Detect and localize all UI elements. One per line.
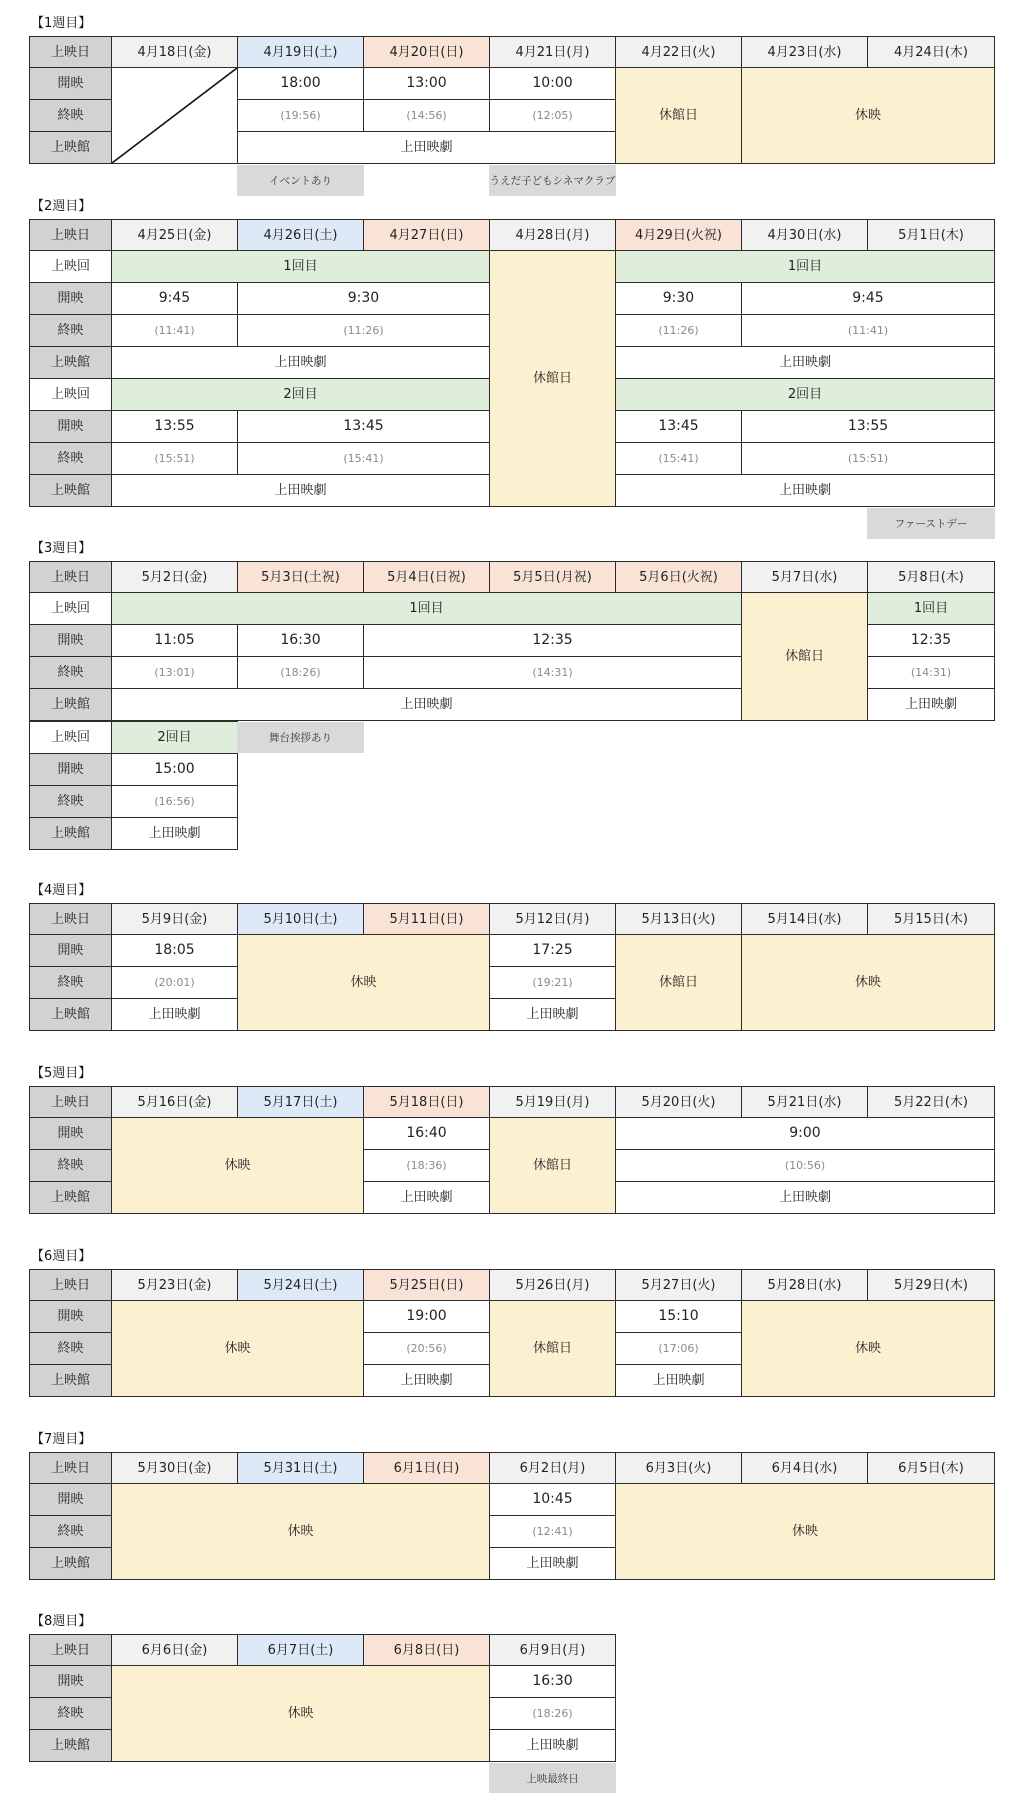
venue-cell: 上田映劇 [111,817,238,850]
label-start: 開映 [29,1117,112,1150]
end-time: (11:26) [237,314,490,347]
date-header: 5月22日(木) [867,1086,995,1118]
label-end: 終映 [29,1697,112,1730]
date-header: 5月4日(日祝) [363,561,490,593]
date-header: 4月21日(月) [489,36,616,68]
label-venue: 上映館 [29,817,112,850]
label-session: 上映回 [29,378,112,411]
label-date: 上映日 [29,1634,112,1666]
date-header: 5月26日(月) [489,1269,616,1301]
session-2-row: 2回目 [111,378,490,411]
end-time: (11:41) [111,314,238,347]
session-2-row: 2回目 [615,378,995,411]
week4-title: 【4週目】 [31,883,92,898]
label-session: 上映回 [29,250,112,283]
end-time: (15:41) [615,442,742,475]
venue-cell: 上田映劇 [111,474,490,507]
date-header: 4月24日(木) [867,36,995,68]
end-time: (11:41) [741,314,995,347]
label-end: 終映 [29,1332,112,1365]
label-end: 終映 [29,314,112,347]
venue-cell: 上田映劇 [489,998,616,1031]
start-time: 9:30 [237,282,490,315]
label-date: 上映日 [29,219,112,251]
start-time: 13:55 [741,410,995,443]
start-time: 18:05 [111,934,238,967]
venue-cell: 上田映劇 [363,1181,490,1214]
date-header: 5月5日(月祝) [489,561,616,593]
label-date: 上映日 [29,1269,112,1301]
date-header: 4月20日(日) [363,36,490,68]
date-header: 4月18日(金) [111,36,238,68]
date-header: 5月20日(火) [615,1086,742,1118]
date-header: 5月10日(土) [237,903,364,935]
start-time: 15:00 [111,753,238,786]
week6-title: 【6週目】 [31,1249,92,1264]
date-header: 6月9日(月) [489,1634,616,1666]
date-header: 6月8日(日) [363,1634,490,1666]
label-venue: 上映館 [29,131,112,164]
date-header: 5月30日(金) [111,1452,238,1484]
start-time: 13:55 [111,410,238,443]
start-time: 9:45 [111,282,238,315]
date-header: 5月27日(火) [615,1269,742,1301]
label-venue: 上映館 [29,1181,112,1214]
date-header: 5月29日(木) [867,1269,995,1301]
closed-cell: 休館日 [489,250,616,507]
date-header: 4月28日(月) [489,219,616,251]
end-time: (12:05) [489,99,616,132]
closed-cell: 休館日 [489,1300,616,1397]
date-header: 5月7日(水) [741,561,868,593]
start-time: 12:35 [867,624,995,657]
week1-title: 【1週目】 [31,16,92,31]
label-date: 上映日 [29,561,112,593]
start-time: 13:45 [237,410,490,443]
week7-title: 【7週目】 [31,1432,92,1447]
date-header: 5月12日(月) [489,903,616,935]
no-screening-cell: 休映 [111,1117,364,1214]
session-1-row: 1回目 [615,250,995,283]
date-header: 4月30日(水) [741,219,868,251]
venue-cell: 上田映劇 [615,1364,742,1397]
label-date: 上映日 [29,903,112,935]
end-time: (19:56) [237,99,364,132]
diagonal-slash [112,68,237,163]
label-start: 開映 [29,753,112,786]
start-time: 13:45 [615,410,742,443]
label-venue: 上映館 [29,688,112,721]
end-time: (18:36) [363,1149,490,1182]
start-time: 10:45 [489,1483,616,1516]
date-header: 5月6日(火祝) [615,561,742,593]
date-header: 5月14日(水) [741,903,868,935]
label-venue: 上映館 [29,474,112,507]
venue-cell: 上田映劇 [363,1364,490,1397]
venue-cell: 上田映劇 [489,1729,616,1762]
end-time: (18:26) [489,1697,616,1730]
end-time: (19:21) [489,966,616,999]
date-header: 6月5日(木) [867,1452,995,1484]
date-header: 4月19日(土) [237,36,364,68]
label-start: 開映 [29,1483,112,1516]
start-time: 18:00 [237,67,364,100]
label-end: 終映 [29,1515,112,1548]
date-header: 5月28日(水) [741,1269,868,1301]
label-start: 開映 [29,67,112,100]
closed-cell: 休館日 [615,934,742,1031]
note-final-day: 上映最終日 [489,1763,616,1793]
end-time: (18:26) [237,656,364,689]
no-screening-cell: 休映 [111,1665,490,1762]
no-screening-cell: 休映 [741,67,995,164]
label-end: 終映 [29,1149,112,1182]
start-time: 15:10 [615,1300,742,1333]
date-header: 4月27日(日) [363,219,490,251]
start-time: 17:25 [489,934,616,967]
end-time: (14:56) [363,99,490,132]
end-time: (11:26) [615,314,742,347]
date-header: 5月21日(水) [741,1086,868,1118]
venue-cell: 上田映劇 [111,688,742,721]
note-stage-greeting: 舞台挨拶あり [237,722,364,753]
no-screening-cell: 休映 [615,1483,995,1580]
label-end: 終映 [29,442,112,475]
label-start: 開映 [29,934,112,967]
venue-cell: 上田映劇 [615,1181,995,1214]
end-time: (14:31) [867,656,995,689]
end-time: (12:41) [489,1515,616,1548]
empty-cell [111,67,238,164]
date-header: 5月19日(月) [489,1086,616,1118]
label-venue: 上映館 [29,1364,112,1397]
session-1-row: 1回目 [867,592,995,625]
date-header: 4月26日(土) [237,219,364,251]
end-time: (10:56) [615,1149,995,1182]
date-header: 6月4日(水) [741,1452,868,1484]
date-header: 6月7日(土) [237,1634,364,1666]
no-screening-cell: 休映 [237,934,490,1031]
label-end: 終映 [29,656,112,689]
venue-cell: 上田映劇 [237,131,616,164]
date-header: 6月1日(日) [363,1452,490,1484]
label-end: 終映 [29,99,112,132]
date-header: 5月11日(日) [363,903,490,935]
date-header: 4月22日(火) [615,36,742,68]
date-header: 5月13日(火) [615,903,742,935]
week5-title: 【5週目】 [31,1066,92,1081]
end-time: (14:31) [363,656,742,689]
date-header: 5月8日(木) [867,561,995,593]
date-header: 5月15日(木) [867,903,995,935]
no-screening-cell: 休映 [741,1300,995,1397]
label-venue: 上映館 [29,346,112,379]
end-time: (16:56) [111,785,238,818]
closed-cell: 休館日 [489,1117,616,1214]
end-time: (20:01) [111,966,238,999]
date-header: 5月24日(土) [237,1269,364,1301]
date-header: 5月18日(日) [363,1086,490,1118]
start-time: 16:40 [363,1117,490,1150]
label-start: 開映 [29,282,112,315]
start-time: 9:45 [741,282,995,315]
date-header: 5月2日(金) [111,561,238,593]
start-time: 11:05 [111,624,238,657]
no-screening-cell: 休映 [111,1300,364,1397]
date-header: 5月9日(金) [111,903,238,935]
session-1-row: 1回目 [111,592,742,625]
label-venue: 上映館 [29,1729,112,1762]
end-time: (15:41) [237,442,490,475]
label-date: 上映日 [29,36,112,68]
date-header: 5月25日(日) [363,1269,490,1301]
start-time: 12:35 [363,624,742,657]
date-header: 6月2日(月) [489,1452,616,1484]
closed-cell: 休館日 [615,67,742,164]
note-kids-cinema: うえだ子どもシネマクラブ [489,165,616,196]
closed-cell: 休館日 [741,592,868,721]
end-time: (13:01) [111,656,238,689]
label-start: 開映 [29,410,112,443]
date-header: 5月31日(土) [237,1452,364,1484]
label-end: 終映 [29,785,112,818]
start-time: 13:00 [363,67,490,100]
start-time: 16:30 [237,624,364,657]
label-end: 終映 [29,966,112,999]
label-date: 上映日 [29,1452,112,1484]
venue-cell: 上田映劇 [489,1547,616,1580]
date-header: 4月29日(火祝) [615,219,742,251]
end-time: (15:51) [741,442,995,475]
label-start: 開映 [29,624,112,657]
venue-cell: 上田映劇 [111,998,238,1031]
date-header: 5月17日(土) [237,1086,364,1118]
note-event: イベントあり [237,165,364,196]
end-time: (20:56) [363,1332,490,1365]
date-header: 5月23日(金) [111,1269,238,1301]
week2-title: 【2週目】 [31,199,92,214]
date-header: 5月1日(木) [867,219,995,251]
venue-cell: 上田映劇 [615,474,995,507]
date-header: 5月16日(金) [111,1086,238,1118]
end-time: (15:51) [111,442,238,475]
label-date: 上映日 [29,1086,112,1118]
week3-title: 【3週目】 [31,541,92,556]
label-start: 開映 [29,1300,112,1333]
session-1-row: 1回目 [111,250,490,283]
week8-title: 【8週目】 [31,1614,92,1629]
venue-cell: 上田映劇 [615,346,995,379]
label-venue: 上映館 [29,1547,112,1580]
date-header: 4月23日(水) [741,36,868,68]
start-time: 19:00 [363,1300,490,1333]
start-time: 16:30 [489,1665,616,1698]
note-first-day: ファーストデー [867,508,995,539]
label-session: 上映回 [29,721,112,754]
label-venue: 上映館 [29,998,112,1031]
date-header: 4月25日(金) [111,219,238,251]
session-2-row: 2回目 [111,721,238,754]
start-time: 10:00 [489,67,616,100]
venue-cell: 上田映劇 [867,688,995,721]
venue-cell: 上田映劇 [111,346,490,379]
date-header: 5月3日(土祝) [237,561,364,593]
start-time: 9:30 [615,282,742,315]
start-time: 9:00 [615,1117,995,1150]
label-start: 開映 [29,1665,112,1698]
no-screening-cell: 休映 [111,1483,490,1580]
end-time: (17:06) [615,1332,742,1365]
no-screening-cell: 休映 [741,934,995,1031]
date-header: 6月6日(金) [111,1634,238,1666]
date-header: 6月3日(火) [615,1452,742,1484]
label-session: 上映回 [29,592,112,625]
